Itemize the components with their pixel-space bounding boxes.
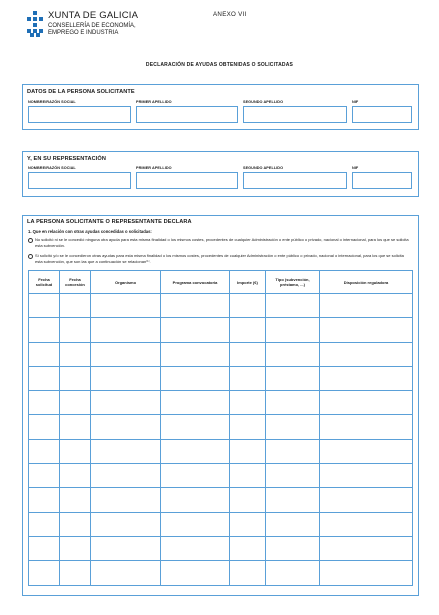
table-cell[interactable] [161,342,230,366]
xunta-cross-logo-icon [27,11,43,37]
table-cell[interactable] [60,342,91,366]
table-header-row [29,271,413,294]
table-cell[interactable] [320,464,413,488]
option-yes-aid-text: Sí solicitó y/o se le concedieron otras ayudas para esta misma finalidad o los mismos costes, procedentes de cualquier Administración o ente público o privado, nacional o internacional, para los que se solicita esta subvención, que son las que a continuación se relacionan⁽¹⁾. [35,253,404,264]
col-header-organism: Organismo [91,271,161,294]
table-cell[interactable] [60,561,91,585]
table-cell[interactable] [230,415,266,439]
col-header-type: Tipo (subvención, préstamo, ...) [266,271,320,294]
table-cell[interactable] [29,415,60,439]
applicant-section [22,84,419,130]
table-row [29,488,413,512]
annex-label: ANEXO VII [213,11,247,18]
representative-nif-field[interactable] [352,172,412,189]
table-cell[interactable] [29,512,60,536]
table-cell[interactable] [161,415,230,439]
table-cell[interactable] [29,294,60,318]
table-cell[interactable] [60,464,91,488]
table-row [29,512,413,536]
representative-section [22,151,419,197]
table-cell[interactable] [91,561,161,585]
table-cell[interactable] [161,294,230,318]
option-no-aid-text: No solicitó ni se le concedió ninguna otra ayuda para esta misma finalidad o los mismos costes, procedentes de cualquier Administración o ente público o privado, nacional o internacional, para los que se solicita esta subvención. [35,237,409,248]
table-cell[interactable] [91,318,161,342]
table-cell[interactable] [230,391,266,415]
table-cell[interactable] [266,415,320,439]
second-surname-label: SEGUNDO APELLIDO [243,166,284,170]
col-header-program: Programa convocatoria [161,271,230,294]
table-cell[interactable] [29,536,60,560]
table-cell[interactable] [230,294,266,318]
table-cell[interactable] [29,439,60,463]
name-label: NOMBRE/RAZÓN SOCIAL [28,100,76,104]
table-row [29,391,413,415]
table-cell[interactable] [320,488,413,512]
table-cell[interactable] [161,464,230,488]
table-cell[interactable] [161,391,230,415]
table-cell[interactable] [266,366,320,390]
table-cell[interactable] [29,342,60,366]
table-cell[interactable] [230,561,266,585]
representative-second-surname-field[interactable] [243,172,347,189]
logo-subtitle-line: CONSELLERÍA DE ECONOMÍA, [48,23,136,29]
representative-name-field[interactable] [28,172,131,189]
table-cell[interactable] [320,415,413,439]
option-yes-aid[interactable] [28,253,410,267]
table-row [29,342,413,366]
table-cell[interactable] [161,366,230,390]
table-cell[interactable] [266,294,320,318]
table-cell[interactable] [60,439,91,463]
table-cell[interactable] [161,488,230,512]
table-row [29,318,413,342]
table-cell[interactable] [230,488,266,512]
table-cell[interactable] [266,439,320,463]
table-cell[interactable] [161,536,230,560]
table-cell[interactable] [266,318,320,342]
logo-title: XUNTA DE GALICIA [48,10,139,21]
table-cell[interactable] [91,536,161,560]
xunta-logo [27,9,147,51]
table-cell[interactable] [91,439,161,463]
table-cell[interactable] [91,512,161,536]
name-label: NOMBRE/RAZÓN SOCIAL [28,166,76,170]
table-cell[interactable] [266,488,320,512]
table-row [29,536,413,560]
table-cell[interactable] [60,415,91,439]
table-cell[interactable] [161,318,230,342]
first-surname-label: PRIMER APELLIDO [136,166,172,170]
table-cell[interactable] [91,391,161,415]
col-header-amount: Importe (€) [230,271,266,294]
table-cell[interactable] [230,439,266,463]
option-no-aid-radio[interactable] [28,238,33,243]
table-cell[interactable] [161,512,230,536]
applicant-section-title: DATOS DE LA PERSONA SOLICITANTE [27,89,135,95]
table-cell[interactable] [60,318,91,342]
table-row [29,415,413,439]
table-cell[interactable] [230,464,266,488]
nif-label: NIF [352,166,359,170]
document-title: DECLARACIÓN DE AYUDAS OBTENIDAS O SOLICITADAS [145,62,294,68]
table-cell[interactable] [230,512,266,536]
table-cell[interactable] [320,391,413,415]
table-row [29,439,413,463]
first-surname-label: PRIMER APELLIDO [136,100,172,104]
table-cell[interactable] [230,318,266,342]
col-header-regulation: Disposición reguladora [320,271,413,294]
applicant-name-field[interactable] [28,106,131,123]
table-cell[interactable] [320,342,413,366]
nif-label: NIF [352,100,359,104]
table-cell[interactable] [91,366,161,390]
logo-subtitle [48,23,148,37]
col-header-application-date: Fecha solicitud [29,271,60,294]
table-cell[interactable] [60,366,91,390]
representative-section-title: Y, EN SU REPRESENTACIÓN [27,156,106,162]
table-cell[interactable] [60,488,91,512]
table-cell[interactable] [320,439,413,463]
table-cell[interactable] [29,561,60,585]
table-cell[interactable] [60,391,91,415]
table-cell[interactable] [320,294,413,318]
table-cell[interactable] [60,512,91,536]
table-cell[interactable] [29,318,60,342]
table-cell[interactable] [266,464,320,488]
table-row [29,464,413,488]
option-yes-aid-radio[interactable] [28,254,33,259]
col-header-grant-date: Fecha concesión [60,271,91,294]
applicant-nif-field[interactable] [352,106,412,123]
table-cell[interactable] [161,439,230,463]
table-cell[interactable] [230,536,266,560]
representative-first-surname-field[interactable] [136,172,238,189]
table-cell[interactable] [266,512,320,536]
table-cell[interactable] [29,391,60,415]
table-cell[interactable] [91,488,161,512]
table-cell[interactable] [320,561,413,585]
aids-table [28,270,413,586]
table-cell[interactable] [91,294,161,318]
table-cell[interactable] [266,391,320,415]
option-no-aid[interactable] [28,237,410,251]
declaration-section-title: LA PERSONA SOLICITANTE O REPRESENTANTE DECLARA [27,219,192,225]
table-cell[interactable] [29,366,60,390]
logo-subtitle-line: EMPREGO E INDUSTRIA [48,30,119,36]
table-cell[interactable] [29,488,60,512]
table-cell[interactable] [266,561,320,585]
declaration-question: 1. Que en relación con otras ayudas concedidas o solicitadas: [28,229,152,234]
table-cell[interactable] [320,318,413,342]
table-cell[interactable] [230,342,266,366]
second-surname-label: SEGUNDO APELLIDO [243,100,284,104]
table-cell[interactable] [91,464,161,488]
table-cell[interactable] [320,512,413,536]
table-cell[interactable] [320,366,413,390]
table-cell[interactable] [230,366,266,390]
table-cell[interactable] [320,536,413,560]
applicant-first-surname-field[interactable] [136,106,238,123]
table-row [29,366,413,390]
table-cell[interactable] [266,342,320,366]
table-cell[interactable] [91,342,161,366]
table-cell[interactable] [60,536,91,560]
table-row [29,561,413,585]
table-cell[interactable] [91,415,161,439]
applicant-second-surname-field[interactable] [243,106,347,123]
table-cell[interactable] [266,536,320,560]
table-row [29,294,413,318]
table-cell[interactable] [161,561,230,585]
table-cell[interactable] [29,464,60,488]
table-cell[interactable] [60,294,91,318]
